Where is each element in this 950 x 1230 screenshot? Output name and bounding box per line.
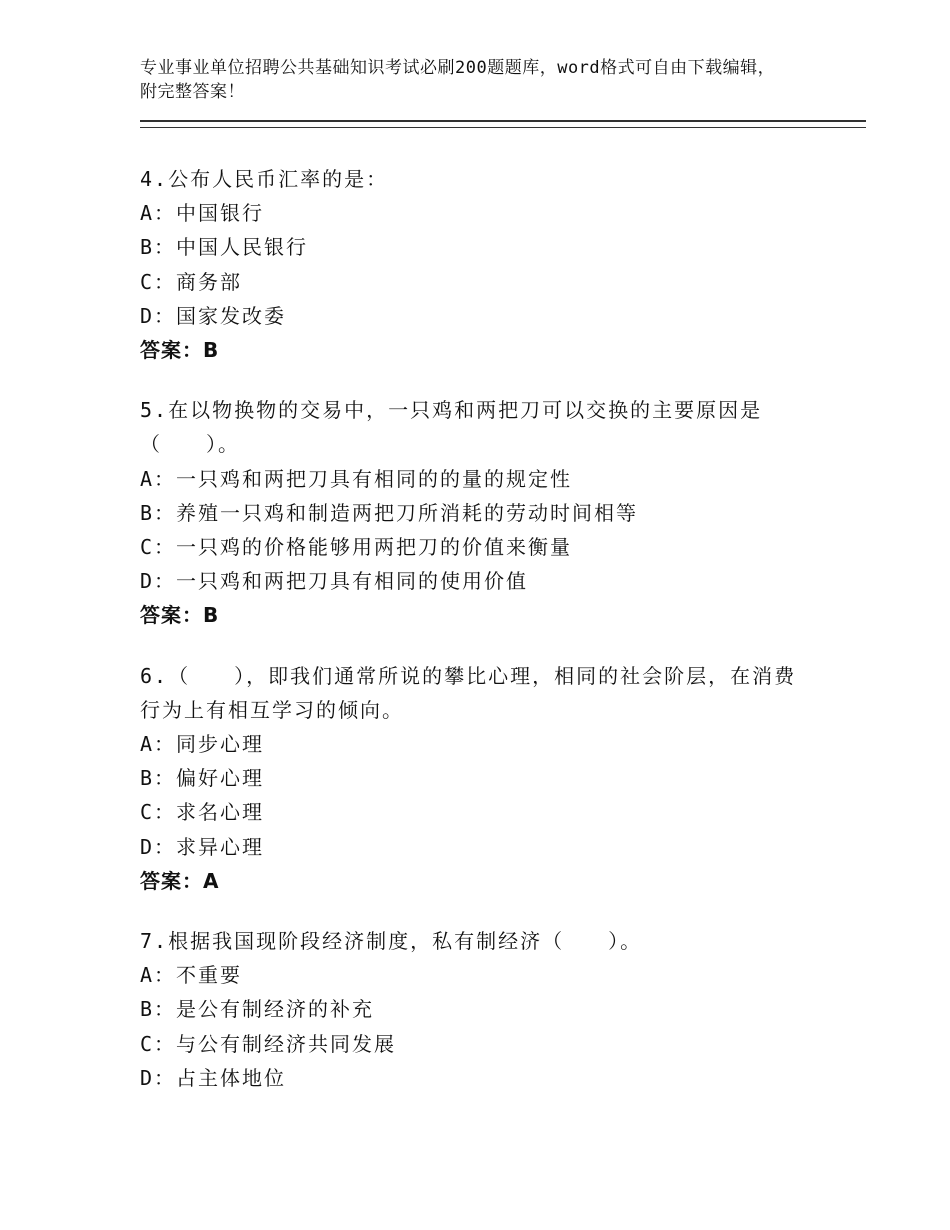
option-d: D：求异心理 xyxy=(140,834,265,859)
option-c: C：与公有制经济共同发展 xyxy=(140,1031,397,1056)
header-divider xyxy=(140,120,866,128)
question-stem: 6.（ ），即我们通常所说的攀比心理，相同的社会阶层，在消费行为上有相互学习的倾向。 xyxy=(140,663,797,722)
question-7 xyxy=(140,924,840,1095)
option-b: B：偏好心理 xyxy=(140,766,265,791)
document-header: 专业事业单位招聘公共基础知识考试必刷200题题库，word格式可自由下载编辑，附完整答案！ xyxy=(140,58,776,102)
question-list xyxy=(140,162,840,1121)
option-a: A：中国银行 xyxy=(140,201,265,226)
option-a: A：一只鸡和两把刀具有相同的的量的规定性 xyxy=(140,466,573,491)
option-b: B：中国人民银行 xyxy=(140,235,309,260)
answer-label: 答案：B xyxy=(140,338,220,363)
option-c: C：一只鸡的价格能够用两把刀的价值来衡量 xyxy=(140,535,573,560)
option-c: C：商务部 xyxy=(140,269,243,294)
option-d: D：一只鸡和两把刀具有相同的使用价值 xyxy=(140,569,529,594)
option-a: A：同步心理 xyxy=(140,732,265,757)
answer-label: 答案：B xyxy=(140,603,220,628)
option-d: D：占主体地位 xyxy=(140,1065,287,1090)
question-stem: 4.公布人民币汇率的是： xyxy=(140,167,389,191)
option-b: B：是公有制经济的补充 xyxy=(140,997,375,1022)
option-a: A：不重要 xyxy=(140,963,243,988)
question-5 xyxy=(140,393,840,632)
question-6 xyxy=(140,659,840,898)
answer-label: 答案：A xyxy=(140,868,220,893)
question-4 xyxy=(140,162,840,367)
option-b: B：养殖一只鸡和制造两把刀所消耗的劳动时间相等 xyxy=(140,500,639,525)
question-stem: 5.在以物换物的交易中，一只鸡和两把刀可以交换的主要原因是（ ）。 xyxy=(140,398,763,457)
option-c: C：求名心理 xyxy=(140,800,265,825)
question-stem: 7.根据我国现阶段经济制度，私有制经济（ ）。 xyxy=(140,929,643,954)
option-d: D：国家发改委 xyxy=(140,303,287,328)
